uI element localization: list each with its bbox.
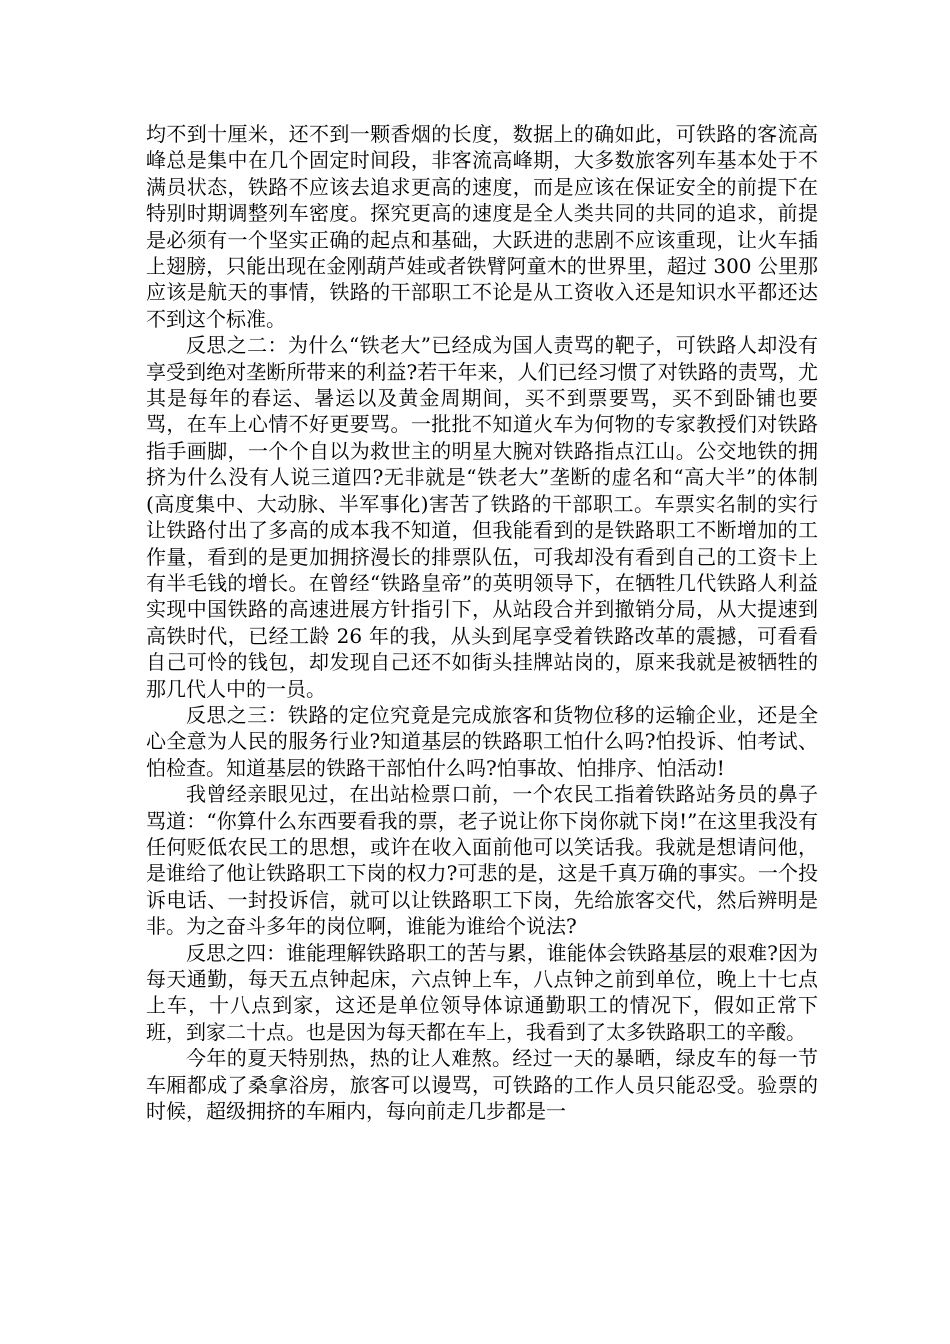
paragraph-1: 均不到十厘米，还不到一颗香烟的长度，数据上的确如此，可铁路的客流高峰总是集中在几个固定时间段，非客流高峰期，大多数旅客列车基本处于不满员状态，铁路不应该去追求更高的速度，而是应该在保证安全的前提下在特别时期调整列车密度。探究更高的速度是全人类共同的共同的追求，前提是必须有一个坚实正确的起点和基础，大跃进的悲剧不应该重现，让火车插上翅膀，只能出现在金刚葫芦娃或者铁臂阿童木的世界里，超过 300 公里那应该是航天的事情，铁路的干部职工不论是从工资收入还是知识水平都还达不到这个标准。 xyxy=(146,122,818,331)
paragraph-6: 今年的夏天特别热，热的让人难熬。经过一天的暴晒，绿皮车的每一节车厢都成了桑拿浴房，旅客可以谩骂，可铁路的工作人员只能忍受。验票的时候，超级拥挤的车厢内，每向前走几步都是一 xyxy=(146,1046,818,1124)
paragraph-3: 反思之三：铁路的定位究竟是完成旅客和货物位移的运输企业，还是全心全意为人民的服务行业?知道基层的铁路职工怕什么吗?怕投诉、怕考试、怕检查。知道基层的铁路干部怕什么吗?怕事故、怕排序、怕活动! xyxy=(146,702,818,780)
paragraph-5: 反思之四：谁能理解铁路职工的苦与累，谁能体会铁路基层的艰难?因为每天通勤，每天五点钟起床，六点钟上车，八点钟之前到单位，晚上十七点上车，十八点到家，这还是单位领导体谅通勤职工的情况下，假如正常下班，到家二十点。也是因为每天都在车上，我看到了太多铁路职工的辛酸。 xyxy=(146,940,818,1044)
paragraph-2: 反思之二：为什么“铁老大”已经成为国人责骂的靶子，可铁路人却没有享受到绝对垄断所带来的利益?若干年来，人们已经习惯了对铁路的责骂，尤其是每年的春运、暑运以及黄金周期间，买不到票要骂，买不到卧铺也要骂，在车上心情不好更要骂。一批批不知道火车为何物的专家教授们对铁路指手画脚，一个个自以为救世主的明星大腕对铁路指点江山。公交地铁的拥挤为什么没有人说三道四?无非就是“铁老大”垄断的虚名和“高大半”的体制(高度集中、大动脉、半军事化)害苦了铁路的干部职工。车票实名制的实行让铁路付出了多高的成本我不知道，但我能看到的是铁路职工不断增加的工作量，看到的是更加拥挤漫长的排票队伍，可我却没有看到自己的工资卡上有半毛钱的增长。在曾经“铁路皇帝”的英明领导下，在牺牲几代铁路人利益实现中国铁路的高速进展方针指引下，从站段合并到撤销分局，从大提速到高铁时代，已经工龄 26 年的我，从头到尾享受着铁路改革的震撼，可看看自己可怜的钱包，却发现自己还不如街头挂牌站岗的，原来我就是被牺牲的那几代人中的一员。 xyxy=(146,333,818,701)
paragraph-4: 我曾经亲眼见过，在出站检票口前，一个农民工指着铁路站务员的鼻子骂道：“你算什么东西要看我的票，老子说让你下岗你就下岗!”在这里我没有任何贬低农民工的思想，或许在收入面前他可以笑话我。我就是想请问他，是谁给了他让铁路职工下岗的权力?可悲的是，这是千真万确的事实。一个投诉电话、一封投诉信，就可以让铁路职工下岗，先给旅客交代，然后辨明是非。为之奋斗多年的岗位啊，谁能为谁给个说法? xyxy=(146,782,818,939)
document-body xyxy=(146,121,818,1124)
